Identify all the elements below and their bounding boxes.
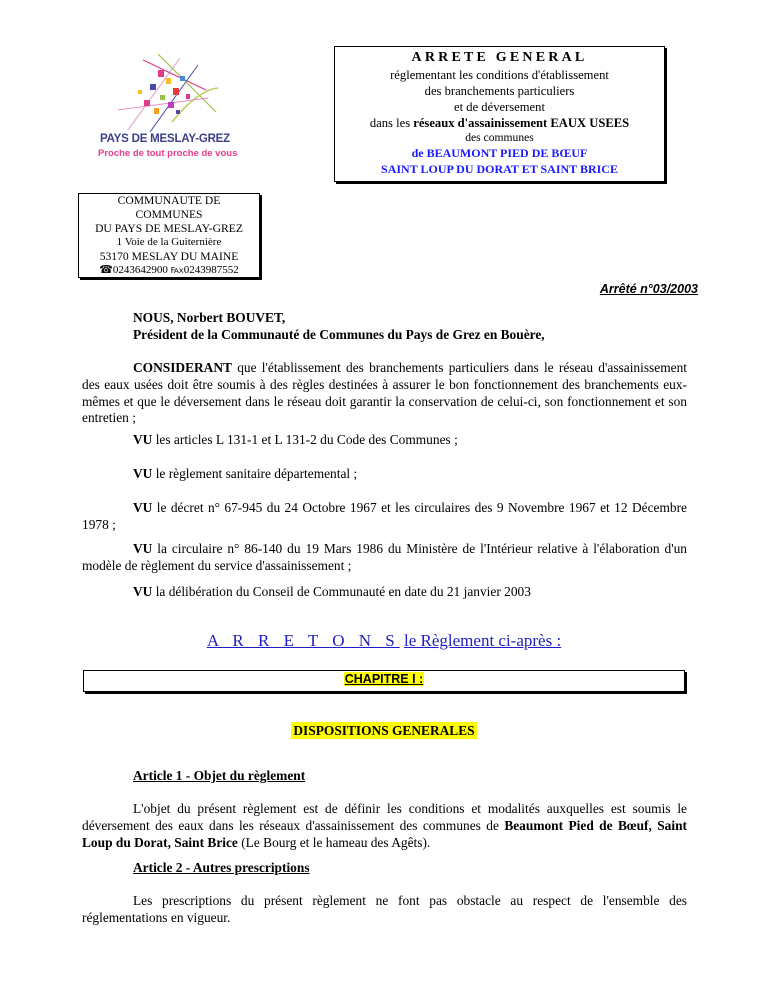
vu-text: les articles L 131-1 et L 131-2 du Code des Communes ; xyxy=(152,432,458,447)
logo xyxy=(88,50,258,165)
vu-label: VU xyxy=(133,584,153,599)
article-text-start: L'objet du présent règlement est de définir les conditions et modalités auxquelles est soumis le déversement des eaux dans les réseaux d'assainissement des communes de xyxy=(82,801,687,833)
considerant-paragraph xyxy=(82,360,687,427)
address-line: COMMUNES xyxy=(135,208,203,222)
section-heading xyxy=(0,723,768,740)
address-line: COMMUNAUTE DE xyxy=(117,194,221,207)
title-line-prefix: dans les xyxy=(369,116,414,131)
vu-text: la circulaire n° 86-140 du 19 Mars 1986 du Ministère de l'Intérieur relative à l'élaboration d'un modèle de règlement du service d'assainissement ; xyxy=(82,541,687,573)
vu-label: VU xyxy=(133,432,153,447)
logo-tagline: Proche de tout proche de vous xyxy=(98,148,238,159)
article-title: Article 2 - Autres prescriptions xyxy=(133,860,310,875)
contact-line xyxy=(79,264,259,277)
document-title: ARRETE GENERAL xyxy=(411,50,588,65)
fax-number: 0243987552 xyxy=(183,263,239,276)
chapter-box xyxy=(83,670,685,692)
title-line: réglementant les conditions d'établissement xyxy=(390,67,609,82)
vu-text: la délibération du Conseil de Communauté en date du 21 janvier 2003 xyxy=(152,584,531,599)
fax-icon: ℻ xyxy=(170,263,184,276)
title-line-bold: réseaux d'assainissement EAUX USEES xyxy=(413,116,630,131)
vu-paragraph xyxy=(82,541,687,575)
phone-icon: ☎ xyxy=(99,263,113,276)
address-box xyxy=(78,193,260,278)
address-line: DU PAYS DE MESLAY-GREZ xyxy=(95,222,243,236)
vu-paragraph xyxy=(82,466,687,483)
vu-label: VU xyxy=(133,541,153,556)
vu-text: le règlement sanitaire départemental ; xyxy=(152,466,358,481)
arrete-number: Arrêté n°03/2003 xyxy=(599,282,698,296)
address-line: 53170 MESLAY DU MAINE xyxy=(99,249,239,263)
title-box xyxy=(334,46,665,182)
vu-label: VU xyxy=(133,466,153,481)
arretons-rest: le Règlement ci-après : xyxy=(404,631,562,650)
considerant-text: que l'établissement des branchements particuliers dans le réseau d'assainissement des eaux usées doit être soumis à des règles destinées à assurer le bon fonctionnement des branchements eux-mêmes et que le déversement dans le réseau doit garantir la conservation de celui-ci, son fonctionnement et son entretien ; xyxy=(82,360,687,426)
considerant-bold: CONSIDERANT xyxy=(133,360,232,375)
nous-line xyxy=(133,310,693,327)
section-title: DISPOSITIONS GENERALES xyxy=(293,723,475,738)
vu-label: VU xyxy=(133,500,153,515)
title-line xyxy=(335,115,664,131)
chapter-title: CHAPITRE I : xyxy=(344,672,424,686)
commune-name: de BEAUMONT PIED DE BŒUF xyxy=(411,146,588,161)
vu-text: le décret n° 67-945 du 24 Octobre 1967 et les circulaires des 9 Novembre 1967 et 12 Décembre 1978 ; xyxy=(82,500,687,532)
commune-name: SAINT LOUP DU DORAT ET SAINT BRICE xyxy=(381,161,618,176)
article-title: Article 1 - Objet du règlement xyxy=(133,768,306,783)
title-line: des branchements particuliers xyxy=(424,84,575,99)
nous-bold: NOUS xyxy=(133,310,171,325)
article-text-end: (Le Bourg et le hameau des Agêts). xyxy=(237,834,431,850)
vu-paragraph xyxy=(82,500,687,534)
address-line: 1 Voie de la Guiternière xyxy=(116,236,222,249)
vu-paragraph xyxy=(82,432,687,449)
phone-number: 0243642900 xyxy=(112,263,168,276)
president-line: Président de la Communauté de Communes du Pays de Grez en Bouère, xyxy=(133,327,545,342)
arretons-word: A R R E T O N S xyxy=(206,631,400,650)
title-line: des communes xyxy=(465,131,534,145)
vu-paragraph xyxy=(82,584,687,601)
logo-graphic xyxy=(88,50,258,135)
nous-rest: , Norbert BOUVET, xyxy=(170,310,286,325)
title-line: et de déversement xyxy=(454,100,545,115)
article-text: Les prescriptions du présent règlement ne font pas obstacle au respect de l'ensemble des réglementations en vigueur. xyxy=(82,893,687,925)
article-text-bold: Beaumont Pied de Bœuf, Saint Loup du Dorat, Saint Brice xyxy=(82,817,687,850)
logo-name: PAYS DE MESLAY-GREZ xyxy=(100,133,230,145)
arretons-heading xyxy=(0,630,768,651)
article-text xyxy=(82,801,687,851)
